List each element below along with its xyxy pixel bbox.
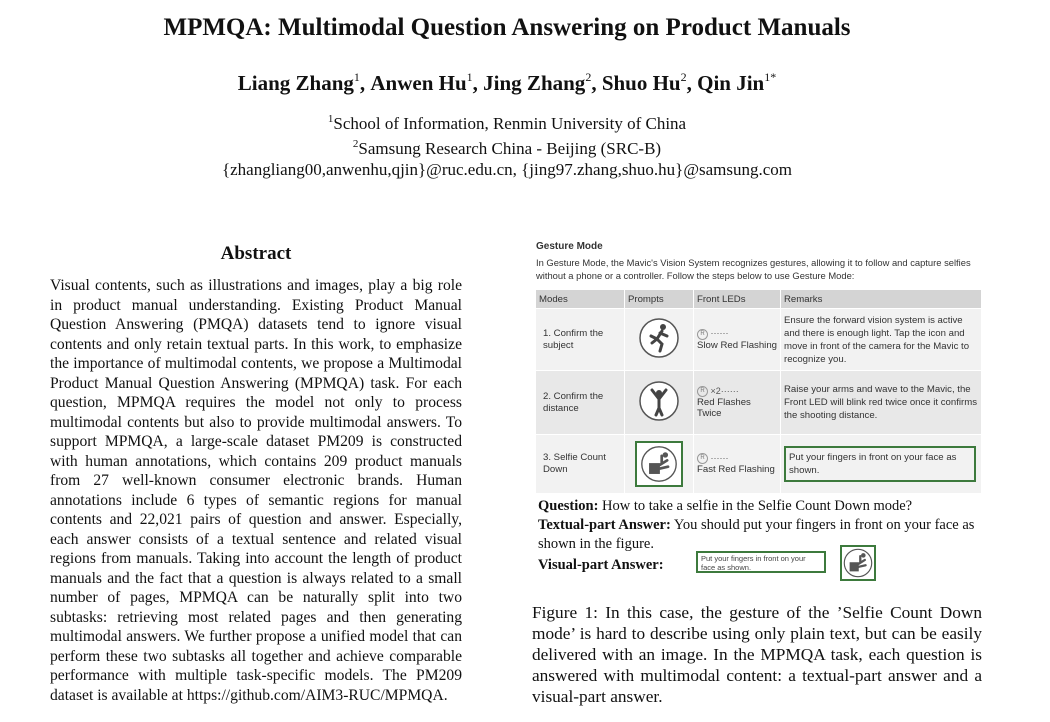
author bbox=[697, 71, 776, 95]
author-name: Jing Zhang bbox=[483, 71, 586, 95]
manual-section-heading: Gesture Mode bbox=[536, 241, 603, 252]
question-text: How to take a selfie in the Selfie Count Down mode? bbox=[602, 498, 913, 514]
abstract-heading: Abstract bbox=[220, 243, 292, 264]
led-pattern: R ······ bbox=[697, 328, 777, 339]
author-name: Liang Zhang bbox=[237, 71, 354, 95]
paper-title: MPMQA: Multimodal Question Answering on Product Manuals bbox=[163, 14, 851, 41]
column-header: Prompts bbox=[625, 290, 694, 309]
table-row bbox=[536, 309, 982, 371]
author-affiliation-mark: 2 bbox=[680, 70, 687, 84]
led-description: Slow Red Flashing bbox=[697, 339, 777, 351]
hand-gesture-icon bbox=[640, 445, 678, 483]
visual-answer-label: Visual-part Answer: bbox=[538, 557, 664, 573]
author-affiliation-mark: 1 bbox=[466, 70, 473, 84]
textual-answer-label: Textual-part Answer: bbox=[538, 517, 671, 533]
column-header: Modes bbox=[536, 290, 625, 309]
remark-text: Ensure the forward vision system is active and there is enough light. Tap the icon and move in front of the camera for the Mavic to recognize you. bbox=[784, 314, 970, 365]
author: Shuo Hu$^2$, bbox=[601, 70, 698, 95]
author-affiliation-mark: 1 bbox=[353, 70, 360, 84]
running-person-icon bbox=[638, 317, 680, 359]
led-description: Fast Red Flashing bbox=[697, 463, 775, 475]
affiliations bbox=[0, 109, 1014, 180]
column-header: Remarks bbox=[781, 290, 982, 309]
author-name: Qin Jin bbox=[697, 71, 765, 95]
author: Jing Zhang$^2$, bbox=[483, 70, 602, 95]
highlighted-prompt-box bbox=[635, 441, 683, 487]
author-name: Shuo Hu bbox=[601, 71, 681, 95]
question-answer-block bbox=[538, 497, 978, 554]
author-affiliation-mark: 2 bbox=[585, 70, 592, 84]
abstract-text: Visual contents, such as illustrations and images, play a big role in product manual understanding. Existing Product Manual Question Answering (PMQA) datasets tend to ignore visual contents and only retain textual parts. In this work, to emphasize the importance of multimodal contents, we propose a Multimodal Product Manual Question Answering (MPMQA) task. For each question, MPMQA requires the model not only to process multimodal contents but also to provide multimodal answers. To support MPMQA, a large-scale dataset PM209 is constructed with human annotations, which contains 209 product manuals from 27 well-known consumer electronic brands. Human annotations include 6 types of semantic regions for manual contents and 22,021 pairs of question and answer. Especially, each answer consists of a textual sentence and related visual regions from manuals. Taking into account the length of product manuals and the fact that a question is always related to a small number of pages, MPMQA can be naturally split into two subtasks: retrieving most related pages and then generating multimodal answers. We further propose a unified model that can perform these two subtasks all together and achieve comparable performance with multiple task-specific models. The PM209 dataset is available at https://github.com/AIM3-RUC/MPMQA. bbox=[50, 277, 462, 704]
visual-answer-image-region bbox=[840, 545, 876, 581]
author-affiliation-mark: 1* bbox=[764, 70, 777, 84]
textual-answer-text: You should put your fingers in front on your face as shown in the figure. bbox=[538, 517, 975, 552]
visual-answer-row bbox=[538, 554, 978, 588]
gesture-mode-table bbox=[536, 290, 982, 493]
table-row bbox=[536, 435, 982, 493]
mode-name: 2. Confirm the distance bbox=[543, 390, 604, 414]
author: Anwen Hu$^1$, bbox=[370, 70, 484, 95]
remark-text: Raise your arms and wave to the Mavic, the Front LED will blink red twice once it confirms the shooting distance. bbox=[784, 384, 978, 421]
author-name: Anwen Hu bbox=[370, 71, 467, 95]
author: Liang Zhang$^1$, bbox=[237, 70, 371, 95]
author-list bbox=[0, 70, 1014, 96]
hand-gesture-icon bbox=[842, 547, 874, 579]
figure-manual-page bbox=[536, 238, 982, 476]
author-emails: {zhangliang00,anwenhu,qjin}@ruc.edu.cn, {jing97.zhang,shuo.hu}@samsung.com bbox=[221, 160, 793, 179]
highlighted-remark-box: Put your fingers in front on your face as shown. bbox=[784, 446, 976, 482]
led-pattern: R ······ bbox=[697, 453, 777, 464]
affiliation-line: $^1$School of Information, Renmin University of China bbox=[327, 113, 687, 133]
affiliation-line: $^2$Samsung Research China - Beijing (SRC-B) bbox=[352, 138, 662, 158]
figure-caption: Figure 1: In this case, the gesture of the ’Selfie Count Down mode’ is hard to describe using only plain text, but can be easily delivered with an image. In the MPMQA task, each question is answered with multimodal content: a textual-part answer and a visual-part answer. bbox=[532, 603, 982, 706]
column-header: Front LEDs bbox=[694, 290, 781, 309]
raised-arms-person-icon bbox=[638, 380, 680, 422]
manual-intro-text: In Gesture Mode, the Mavic's Vision System recognizes gestures, allowing it to follow and capture selfies without a phone or a controller. Follow the steps below to use Gesture Mode: bbox=[536, 257, 971, 281]
led-description: Red Flashes Twice bbox=[697, 397, 751, 420]
question-label: Question: bbox=[538, 498, 599, 514]
mode-name: 1. Confirm the subject bbox=[543, 327, 604, 351]
mode-name: 3. Selfie Count Down bbox=[543, 451, 606, 475]
table-row bbox=[536, 371, 982, 435]
led-pattern: R ×2······ bbox=[697, 386, 777, 397]
visual-answer-text-region: Put your fingers in front on your face as shown. bbox=[696, 551, 826, 573]
